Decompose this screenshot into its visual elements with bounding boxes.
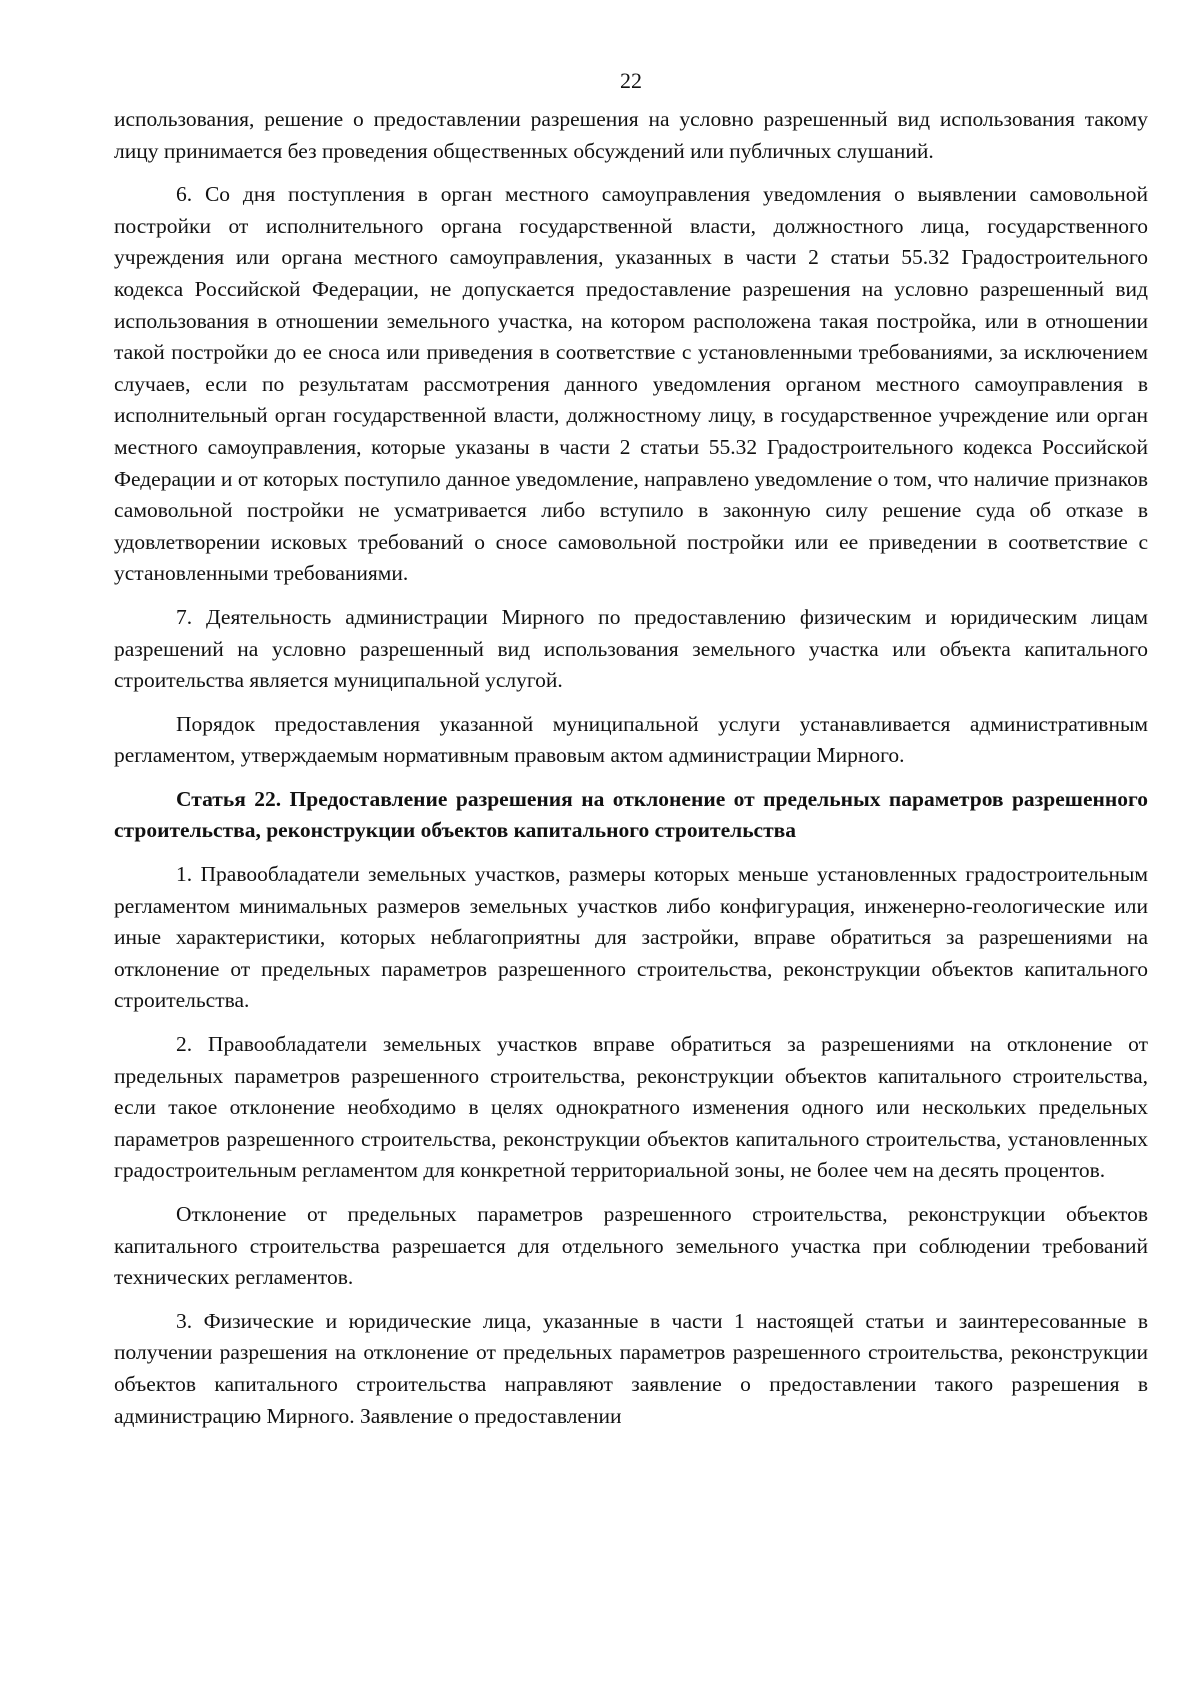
article-22-item-2: 2. Правообладатели земельных участков вправе обратиться за разрешениями на отклонение от предельных параметров разрешенного строительства, реконструкции объектов капитального строительства, если такое отклонение необходимо в целях однократного изменения одного или нескольких предельных параметров разрешенного строительства, реконструкции объектов капитального строительства, установленных градостроительным регламентом для конкретной территориальной зоны, не более чем на десять процентов. [114,1032,1148,1183]
paragraph-item-6: 6. Со дня поступления в орган местного самоуправления уведомления о выявлении самовольной постройки от исполнительного органа государственной власти, должностного лица, государственного учреждения или органа местного самоуправления, указанных в части 2 статьи 55.32 Градостроительного кодекса Российской Федерации, не допускается предоставление разрешения на условно разрешенный вид использования в отношении земельного участка, на котором расположена такая постройка, или в отношении такой постройки до ее сноса или приведения в соответствие с установленными требованиями, за исключением случаев, если по результатам рассмотрения данного уведомления органом местного самоуправления в исполнительный орган государственной власти, должностному лицу, в государственное учреждение или орган местного самоуправления, которые указаны в части 2 статьи 55.32 Градостроительного кодекса Российской Федерации и от которых поступило данное уведомление, направлено уведомление о том, что наличие признаков самовольной постройки не усматривается либо вступило в законную силу решение суда об отказе в удовлетворении исковых требований о сносе самовольной постройки или ее приведении в соответствие с установленными требованиями. [114,182,1148,586]
article-22-item-1: 1. Правообладатели земельных участков, размеры которых меньше установленных градостроительным регламентом минимальных размеров земельных участков либо конфигурация, инженерно-геологические или иные характеристики, которых неблагоприятны для застройки, вправе обратиться за разрешениями на отклонение от предельных параметров разрешенного строительства, реконструкции объектов капитального строительства. [114,862,1148,1013]
page-number: 22 [620,68,642,93]
document-page [114,66,1148,1432]
paragraph-continuation: использования, решение о предоставлении разрешения на условно разрешенный вид использования такому лицу принимается без проведения общественных обсуждений или публичных слушаний. [114,107,1148,163]
article-22-item-3: 3. Физические и юридические лица, указанные в части 1 настоящей статьи и заинтересованные в получении разрешения на отклонение от предельных параметров разрешенного строительства, реконструкции объектов капитального строительства направляют заявление о предоставлении такого разрешения в администрацию Мирного. Заявление о предоставлении [114,1308,1148,1428]
paragraph-item-7-procedure: Порядок предоставления указанной муниципальной услуги устанавливается административным регламентом, утверждаемым нормативным правовым актом администрации Мирного. [114,711,1148,768]
article-22-heading: Статья 22. Предоставление разрешения на отклонение от предельных параметров разрешенного строительства, реконструкции объектов капитального строительства [114,786,1148,843]
article-22-item-2-deviation: Отклонение от предельных параметров разрешенного строительства, реконструкции объектов капитального строительства разрешается для отдельного земельного участка при соблюдении требований технических регламентов. [114,1202,1148,1290]
paragraph-item-7: 7. Деятельность администрации Мирного по предоставлению физическим и юридическим лицам разрешений на условно разрешенный вид использования земельного участка или объекта капитального строительства является муниципальной услугой. [114,604,1148,693]
